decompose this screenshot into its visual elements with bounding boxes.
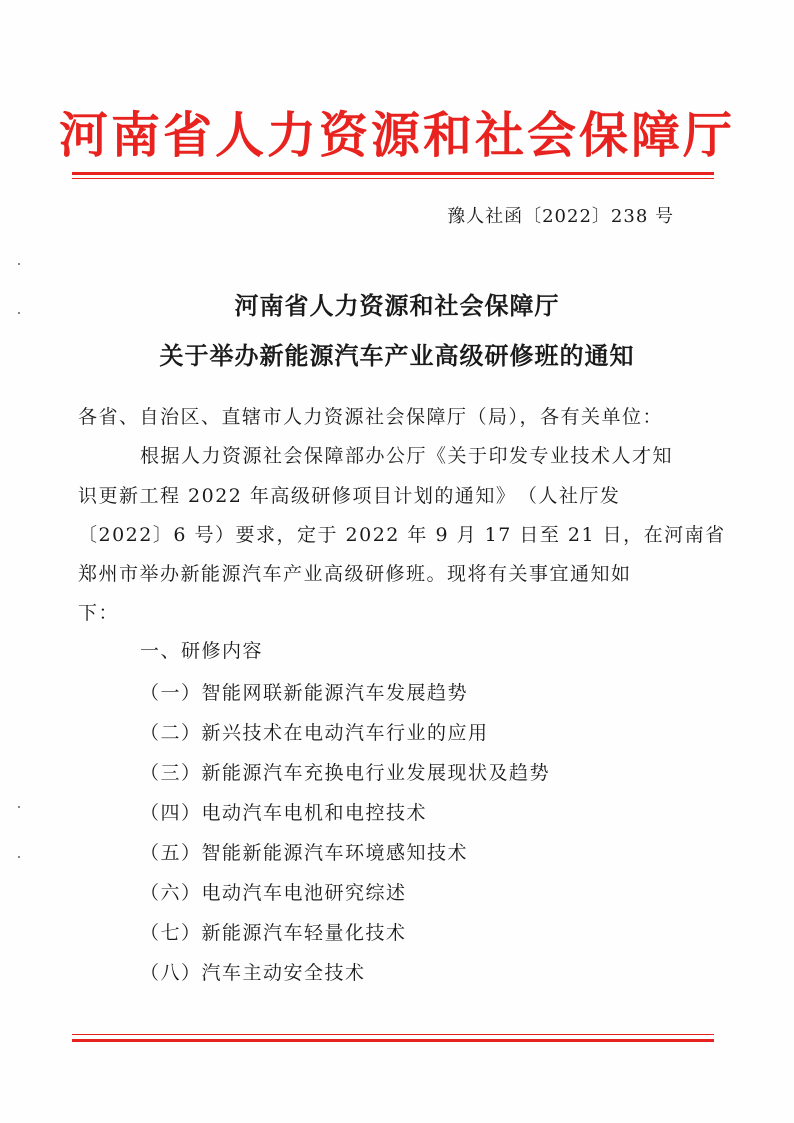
paragraph-line: 〔2022〕6 号）要求，定于 2022 年 9 月 17 日至 21 日，在河南省 [78,524,726,546]
paragraph-line: 识更新工程 2022 年高级研修项目计划的通知》 （人社厅发 [78,485,621,507]
document-title-line-1: 河南省人力资源和社会保障厅 [234,292,560,320]
scan-margin-mark [18,263,20,265]
issuing-authority-header: 河南省人力资源和社会保障厅 [58,106,735,164]
list-item: （六）电动汽车电池研究综述 [140,882,407,904]
header-rule-thick [72,172,714,175]
document-number: 豫人社函〔2022〕238 号 [447,206,674,227]
scan-margin-mark [18,806,20,808]
paragraph-line: 根据人力资源社会保障部办公厅《关于印发专业技术人才知 [140,445,674,467]
footer-rule-thick [72,1039,714,1042]
list-item: （八）汽车主动安全技术 [140,962,366,984]
header-rule-thin [72,178,714,179]
salutation: 各省、自治区、直辖市人力资源社会保障厅（局），各有关单位： [78,406,664,428]
list-item: （四）电动汽车电机和电控技术 [140,802,428,824]
section-heading: 一、研修内容 [140,640,264,662]
footer-rule-thin [72,1034,714,1035]
list-item: （二）新兴技术在电动汽车行业的应用 [140,722,489,744]
paragraph-line: 下： [78,602,120,624]
paragraph-line: 郑州市举办新能源汽车产业高级研修班。现将有关事宜通知如 [78,563,632,585]
scan-margin-mark [18,856,20,858]
list-item: （七）新能源汽车轻量化技术 [140,922,407,944]
scan-margin-mark [18,312,20,314]
document-title-line-2: 关于举办新能源汽车产业高级研修班的通知 [159,342,635,370]
list-item: （五）智能新能源汽车环境感知技术 [140,842,469,864]
list-item: （三）新能源汽车充换电行业发展现状及趋势 [140,762,551,784]
list-item: （一）智能网联新能源汽车发展趋势 [140,682,469,704]
